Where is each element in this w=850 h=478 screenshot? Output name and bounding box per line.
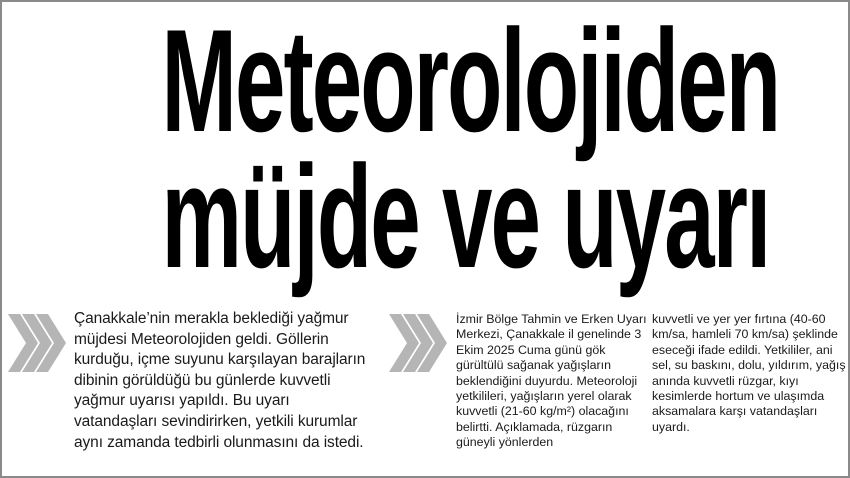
body-column-2: kuvvetli ve yer yer fırtına (40-60 km/sa, hamleli 70 km/sa) şeklinde eseceği ifade edildi. Yetkililer, ani sel, su baskını, dolu, yıldırım, yağış anında kuvvetli rüzgar, kıyı kesimlerde hortum ve ulaşımda aksamalara karşı vatandaşları uyardı. [652,312,846,434]
chevron-arrows-icon [6,312,68,374]
headline-line-2: müjde ve uyarı [161,135,770,298]
body-column-1: İzmir Bölge Tahmin ve Erken Uyarı Merkezi, Çanakkale il genelinde 3 Ekim 2025 Cuma günü gök gürültülü sağanak yağışların beklendiğini duyurdu. Meteoroloji yetkilileri, yağışların yerel olarak kuvvetli (21-60 kg/m²) olacağını belirtti. Açıklamada, rüzgarın güneyli yönlerden [456,312,647,450]
headline-line-1: Meteorolojiden [161,0,780,162]
chevron-arrows-icon [387,312,449,374]
lead-paragraph: Çanakkale’nin merakla beklediği yağmur müjdesi Meteorolojiden geldi. Göllerin kurduğu, içme suyunu karşılayan barajların dibinin görüldüğü bu günlerde kuvvetli yağmur uyarısı yapıldı. Bu uyarı vatandaşları sevindirirken, yetkili kurumlar aynı zamanda tedbirli olunmasını da istedi. [74,310,366,451]
